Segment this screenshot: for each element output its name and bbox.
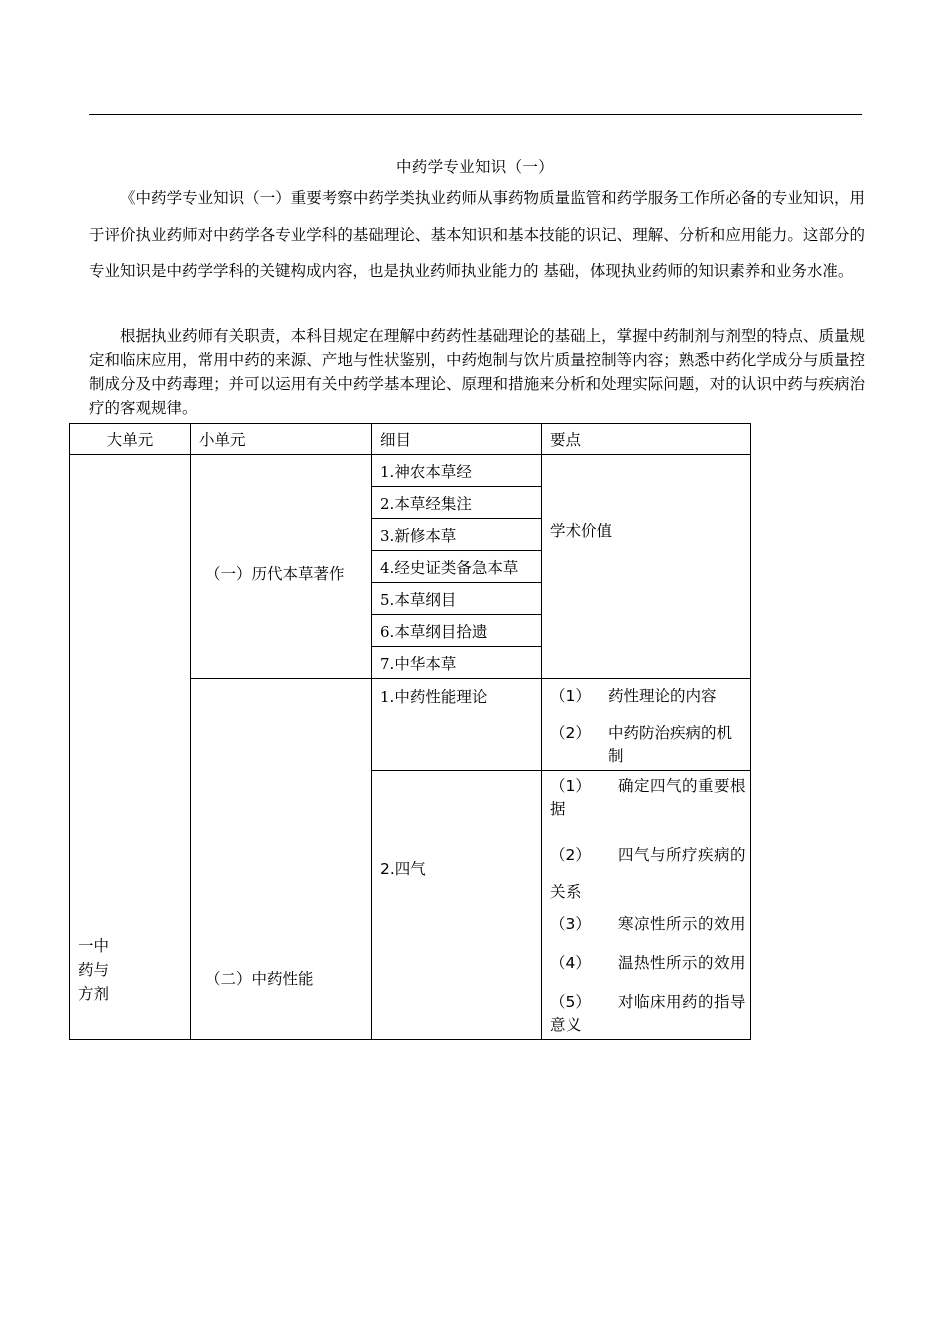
minor-unit-herb-properties: （二）中药性能 bbox=[191, 679, 372, 1040]
detail-item: 3.新修本草 bbox=[372, 519, 542, 551]
detail-item-property-theory: 1.中药性能理论 bbox=[372, 679, 542, 771]
key-point-academic-value: 学术价值 bbox=[542, 455, 751, 679]
key-points-property-theory bbox=[542, 679, 751, 771]
document-title: 中药学专业知识（一） bbox=[395, 158, 554, 176]
detail-item-four-qi: 2.四气 bbox=[372, 771, 542, 1040]
detail-item: 6.本草纲目拾遗 bbox=[372, 615, 542, 647]
major-unit-cell: 一中 药与 方剂 bbox=[70, 455, 191, 1040]
detail-item: 4.经史证类备急本草 bbox=[372, 551, 542, 583]
detail-item: 1.神农本草经 bbox=[372, 455, 542, 487]
table-header-row bbox=[70, 424, 751, 455]
key-points-four-qi bbox=[542, 771, 751, 1040]
minor-unit-herbal-classics: （一）历代本草著作 bbox=[191, 455, 372, 679]
header-detail: 细目 bbox=[372, 424, 542, 455]
header-minor-unit: 小单元 bbox=[191, 424, 372, 455]
key-point-item: （3） 寒凉性所示的效用 bbox=[550, 915, 747, 933]
intro-paragraph: 《中药学专业知识（一）重要考察中药学类执业药师从事药物质量监管和药学服务工作所必备的专业知识，用于评价执业药师对中药学各专业学科的基础理论、基本知识和基本技能的识记、理解、分析和应用能力。这部分的专业知识是中药学学科的关键构成内容，也是执业药师执业能力的 基础，体现执业药师的知识素养和业务水准。 bbox=[89, 189, 865, 280]
header-major-unit: 大单元 bbox=[70, 424, 191, 455]
key-point-item: （2） 四气与所疗疾病的关系 bbox=[550, 846, 747, 901]
requirements-paragraph: 根据执业药师有关职责，本科目规定在理解中药药性基础理论的基础上，掌握中药制剂与剂型的特点、质量规定和临床应用，常用中药的来源、产地与性状鉴别，中药炮制与饮片质量控制等内容；熟悉中药化学成分与质量控制成分及中药毒理；并可以运用有关中药学基本理论、原理和措施来分析和处理实际问题，对的认识中药与疾病治疗的客观规律。 bbox=[89, 327, 865, 417]
key-point-item: （2） 中药防治疾病的机制 bbox=[550, 724, 733, 765]
header-key-point: 要点 bbox=[542, 424, 751, 455]
detail-item: 7.中华本草 bbox=[372, 647, 542, 679]
key-point-item: （1） 药性理论的内容 bbox=[550, 687, 717, 705]
key-point-item: （5） 对临床用药的指导意义 bbox=[550, 993, 747, 1034]
detail-item: 5.本草纲目 bbox=[372, 583, 542, 615]
key-point-item: （4） 温热性所示的效用 bbox=[550, 954, 747, 972]
table-row bbox=[70, 455, 751, 487]
detail-item: 2.本草经集注 bbox=[372, 487, 542, 519]
header-rule bbox=[89, 114, 862, 115]
key-point-item: （1） 确定四气的重要根据 bbox=[550, 777, 747, 818]
syllabus-table bbox=[69, 423, 751, 1040]
